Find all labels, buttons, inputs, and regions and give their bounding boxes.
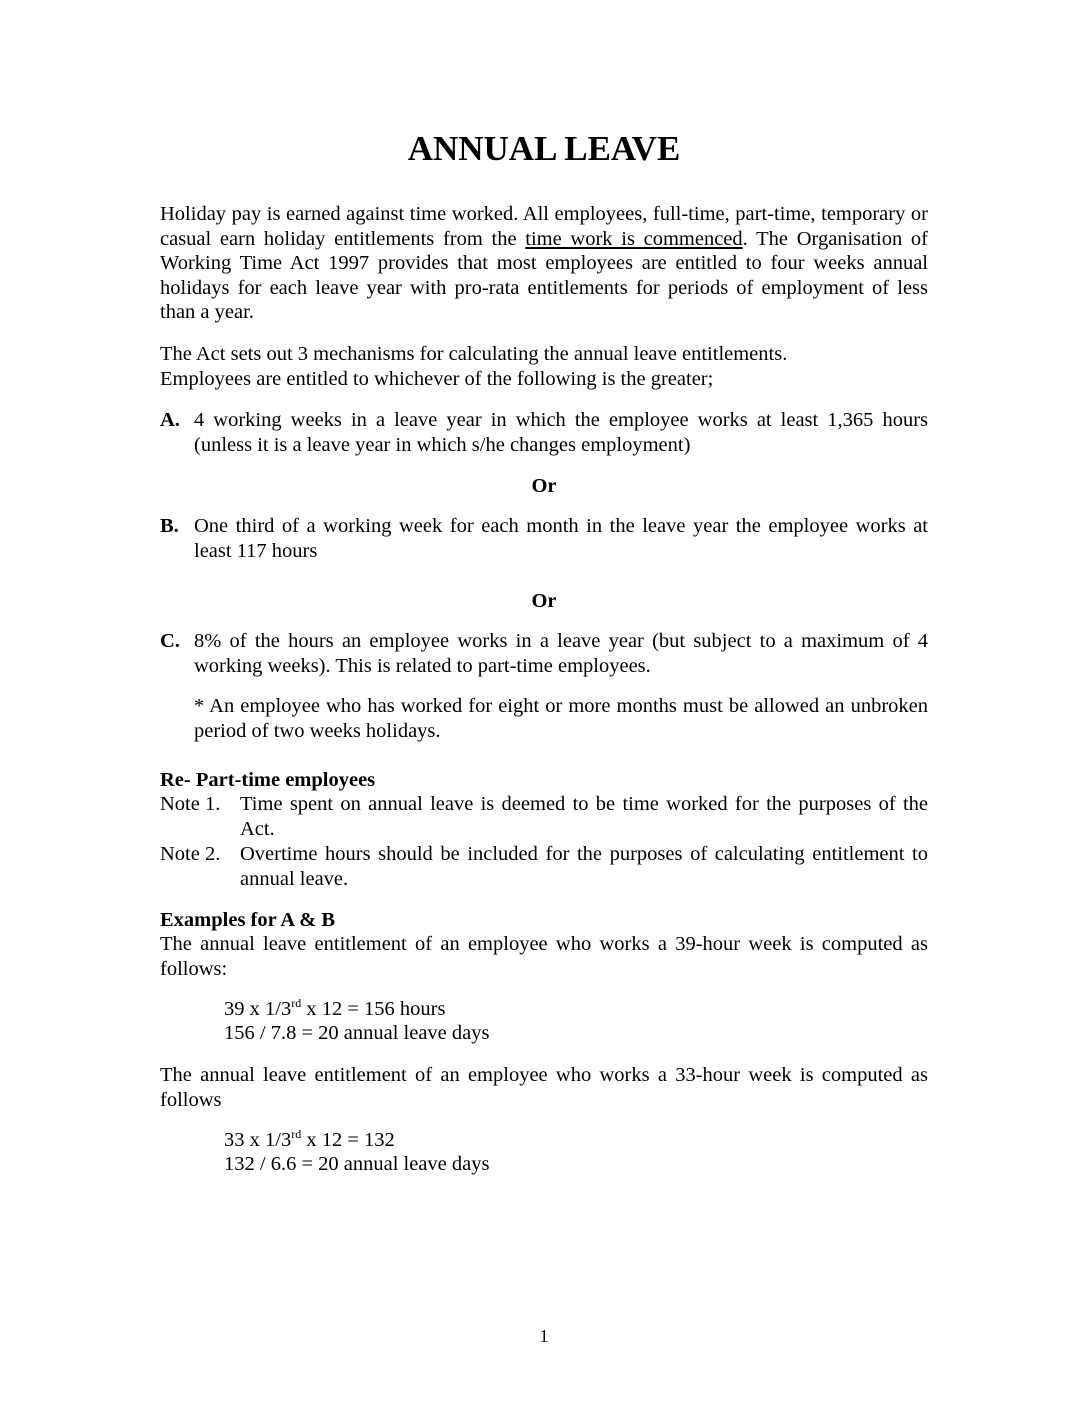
item-letter: B. <box>160 515 179 537</box>
ordinal-suffix: rd <box>291 996 302 1010</box>
mechanism-item-b <box>160 514 928 563</box>
intro-text-end: . The Organisation of Working Time Act 1997 provides that most employees are entitled to four weeks annual holidays for each leave year with pro-rata entitlements for periods of employment of less than a year. <box>160 227 928 323</box>
page-title: ANNUAL LEAVE <box>407 129 681 168</box>
mechanisms-line-2: Employees are entitled to whichever of the following is the greater; <box>160 367 714 390</box>
note-label: Note 1. <box>160 793 221 815</box>
calc-text: x 12 = 132 <box>301 1129 395 1151</box>
or-separator: Or <box>531 475 557 497</box>
example-2-calculation-1 <box>224 1128 395 1153</box>
calc-text: 33 x 1/3 <box>224 1129 292 1151</box>
asterisk-note: * An employee who has worked for eight or more months must be allowed an unbroken period of two weeks holidays. <box>194 695 928 742</box>
example-2-intro: The annual leave entitlement of an employee who works a 33-hour week is computed as follows <box>160 1064 928 1111</box>
calc-text: x 12 = 156 hours <box>301 998 446 1020</box>
item-text: 4 working weeks in a leave year in which the employee works at least 1,365 hours (unless it is a leave year in which s/he changes employment) <box>194 409 928 456</box>
note-text: Overtime hours should be included for the purposes of calculating entitlement to annual leave. <box>240 843 928 890</box>
note-1 <box>160 792 928 841</box>
mechanisms-line-1: The Act sets out 3 mechanisms for calculating the annual leave entitlements. <box>160 343 788 365</box>
item-letter: C. <box>160 630 180 652</box>
note-text: Time spent on annual leave is deemed to be time worked for the purposes of the Act. <box>240 793 928 840</box>
examples-heading: Examples for A & B <box>160 909 336 931</box>
mechanism-item-c <box>160 629 928 678</box>
ordinal-suffix: rd <box>291 1127 302 1141</box>
item-text: 8% of the hours an employee works in a leave year (but subject to a maximum of 4 working weeks). This is related to part-time employees. <box>194 630 928 677</box>
item-text: One third of a working week for each month in the leave year the employee works at least 117 hours <box>194 515 928 562</box>
intro-underlined-text: time work is commenced <box>525 227 743 250</box>
calc-text: 39 x 1/3 <box>224 998 292 1020</box>
part-time-heading: Re- Part-time employees <box>160 769 376 791</box>
page-number: 1 <box>539 1326 549 1346</box>
intro-paragraph <box>160 202 928 325</box>
or-separator: Or <box>531 590 557 612</box>
mechanisms-paragraph <box>160 342 928 391</box>
intro-text-start: Holiday pay is earned against time worked. All employees, full-time, part-time, temporary or casual earn holiday entitlements from the <box>160 203 928 250</box>
example-1-calculation-1 <box>224 997 445 1022</box>
item-letter: A. <box>160 409 180 431</box>
example-1-calculation-2: 156 / 7.8 = 20 annual leave days <box>224 1022 490 1044</box>
example-2-calculation-2: 132 / 6.6 = 20 annual leave days <box>224 1153 490 1175</box>
mechanism-item-a <box>160 408 928 457</box>
example-1-intro: The annual leave entitlement of an employee who works a 39-hour week is computed as follows: <box>160 933 928 980</box>
note-2 <box>160 842 928 891</box>
note-label: Note 2. <box>160 843 221 865</box>
